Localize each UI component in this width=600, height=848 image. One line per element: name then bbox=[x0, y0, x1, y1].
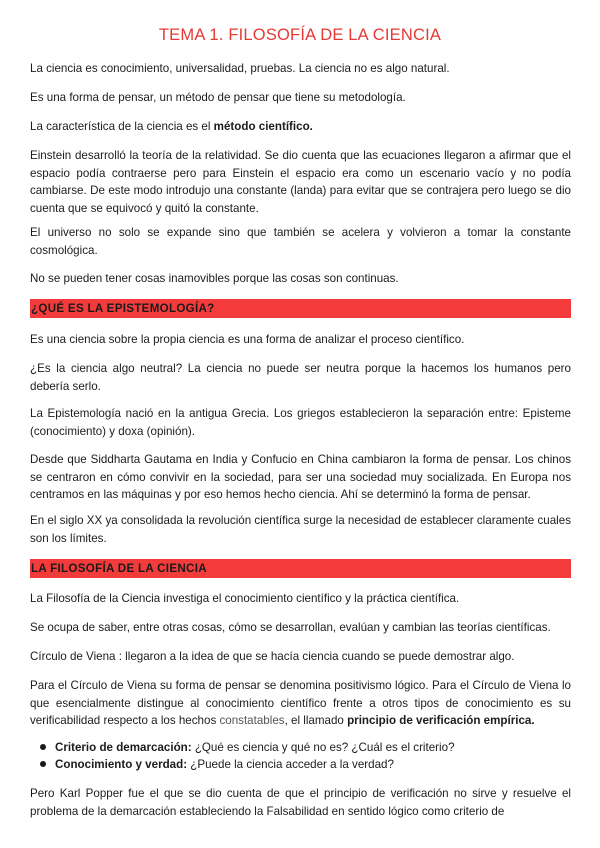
paragraph-epistemologia-3: La Epistemología nació en la antigua Grecia. Los griegos establecieron la separación entre: Episteme (conocimiento) y doxa (opinión). bbox=[30, 407, 571, 438]
bullet-item bbox=[40, 739, 455, 757]
paragraph-filosofia-2: Se ocupa de saber, entre otras cosas, cómo se desarrollan, evalúan y cambian las teorías científicas. bbox=[30, 621, 551, 634]
metodo-bold: método científico. bbox=[213, 120, 313, 133]
paragraph-inamovibles: No se pueden tener cosas inamovibles porque las cosas son continuas. bbox=[30, 272, 399, 285]
paragraph-epistemologia-5: En el siglo XX ya consolidada la revolución científica surge la necesidad de establecer claramente cuales son los límites. bbox=[30, 514, 571, 545]
viena-text-1: Para el Círculo de Viena su forma de pensar se denomina positivismo lógico. Para el Círculo de Viena lo que esencialmente distingue al conocimiento científico frente a otros tipos de conocimiento es su verificabilidad respecto a los hechos bbox=[30, 679, 571, 727]
paragraph-filosofia-1: La Filosofía de la Ciencia investiga el conocimiento científico y la práctica científica. bbox=[30, 592, 460, 605]
metodo-text: La característica de la ciencia es el bbox=[30, 120, 214, 133]
paragraph-intro-1: La ciencia es conocimiento, universalidad, pruebas. La ciencia no es algo natural. bbox=[30, 62, 450, 75]
section-heading-filosofia bbox=[30, 559, 571, 578]
paragraph-einstein: Einstein desarrolló la teoría de la relatividad. Se dio cuenta que las ecuaciones llegaron a afirmar que el espacio podía contraerse pero para Einstein el espacio era como un escenario vacío y no podía cambiarse. De este modo introdujo una constante (landa) para evitar que se contrajera pero luego se dio cuenta que se equivocó y quitó la constante. bbox=[30, 149, 571, 215]
viena-bold: principio de verificación empírica. bbox=[347, 714, 535, 727]
bullet-label: Criterio de demarcación: bbox=[55, 741, 192, 754]
bullet-label: Conocimiento y verdad: bbox=[55, 758, 188, 771]
paragraph-metodo bbox=[30, 118, 571, 136]
viena-muted: constatables bbox=[219, 714, 285, 727]
bullet-dot-icon bbox=[40, 761, 46, 767]
page-title: TEMA 1. FILOSOFÍA DE LA CIENCIA bbox=[158, 26, 442, 44]
paragraph-intro-2: Es una forma de pensar, un método de pensar que tiene su metodología. bbox=[30, 91, 406, 104]
heading-text: ¿QUÉ ES LA EPISTEMOLOGÍA? bbox=[31, 302, 215, 315]
paragraph-epistemologia-1: Es una ciencia sobre la propia ciencia es una forma de analizar el proceso científico. bbox=[30, 333, 465, 346]
section-heading-epistemologia bbox=[30, 299, 571, 318]
bullet-dot-icon bbox=[40, 744, 46, 750]
paragraph-epistemologia-4: Desde que Siddharta Gautama en India y Confucio en China cambiaron la forma de pensar. Los chinos se centraron en cómo convivir en la sociedad, para ser una sociedad muy socializada. En Europa nos centramos en las máquinas y por eso hemos hecho ciencia. Ahí se determinó la forma de pensar. bbox=[30, 453, 571, 501]
bullet-text: ¿Qué es ciencia y qué no es? ¿Cuál es el criterio? bbox=[191, 741, 455, 754]
paragraph-popper: Pero Karl Popper fue el que se dio cuenta de que el principio de verificación no sirve y resuelve el problema de la demarcación estableciendo la Falsabilidad en sentido lógico como criterio de bbox=[30, 787, 571, 818]
paragraph-filosofia-3: Círculo de Viena : llegaron a la idea de que se hacía ciencia cuando se puede demostrar algo. bbox=[30, 650, 515, 663]
paragraph-viena bbox=[30, 677, 571, 730]
viena-text-2: , el llamado bbox=[284, 714, 348, 727]
bullet-item bbox=[40, 756, 394, 774]
bullet-text: ¿Puede la ciencia acceder a la verdad? bbox=[187, 758, 394, 771]
heading-text: LA FILOSOFÍA DE LA CIENCIA bbox=[31, 562, 207, 575]
paragraph-epistemologia-2: ¿Es la ciencia algo neutral? La ciencia no puede ser neutra porque la hacemos los humanos pero debería serlo. bbox=[30, 362, 571, 393]
paragraph-universo: El universo no solo se expande sino que también se acelera y volvieron a tomar la constante cosmológica. bbox=[30, 226, 571, 257]
